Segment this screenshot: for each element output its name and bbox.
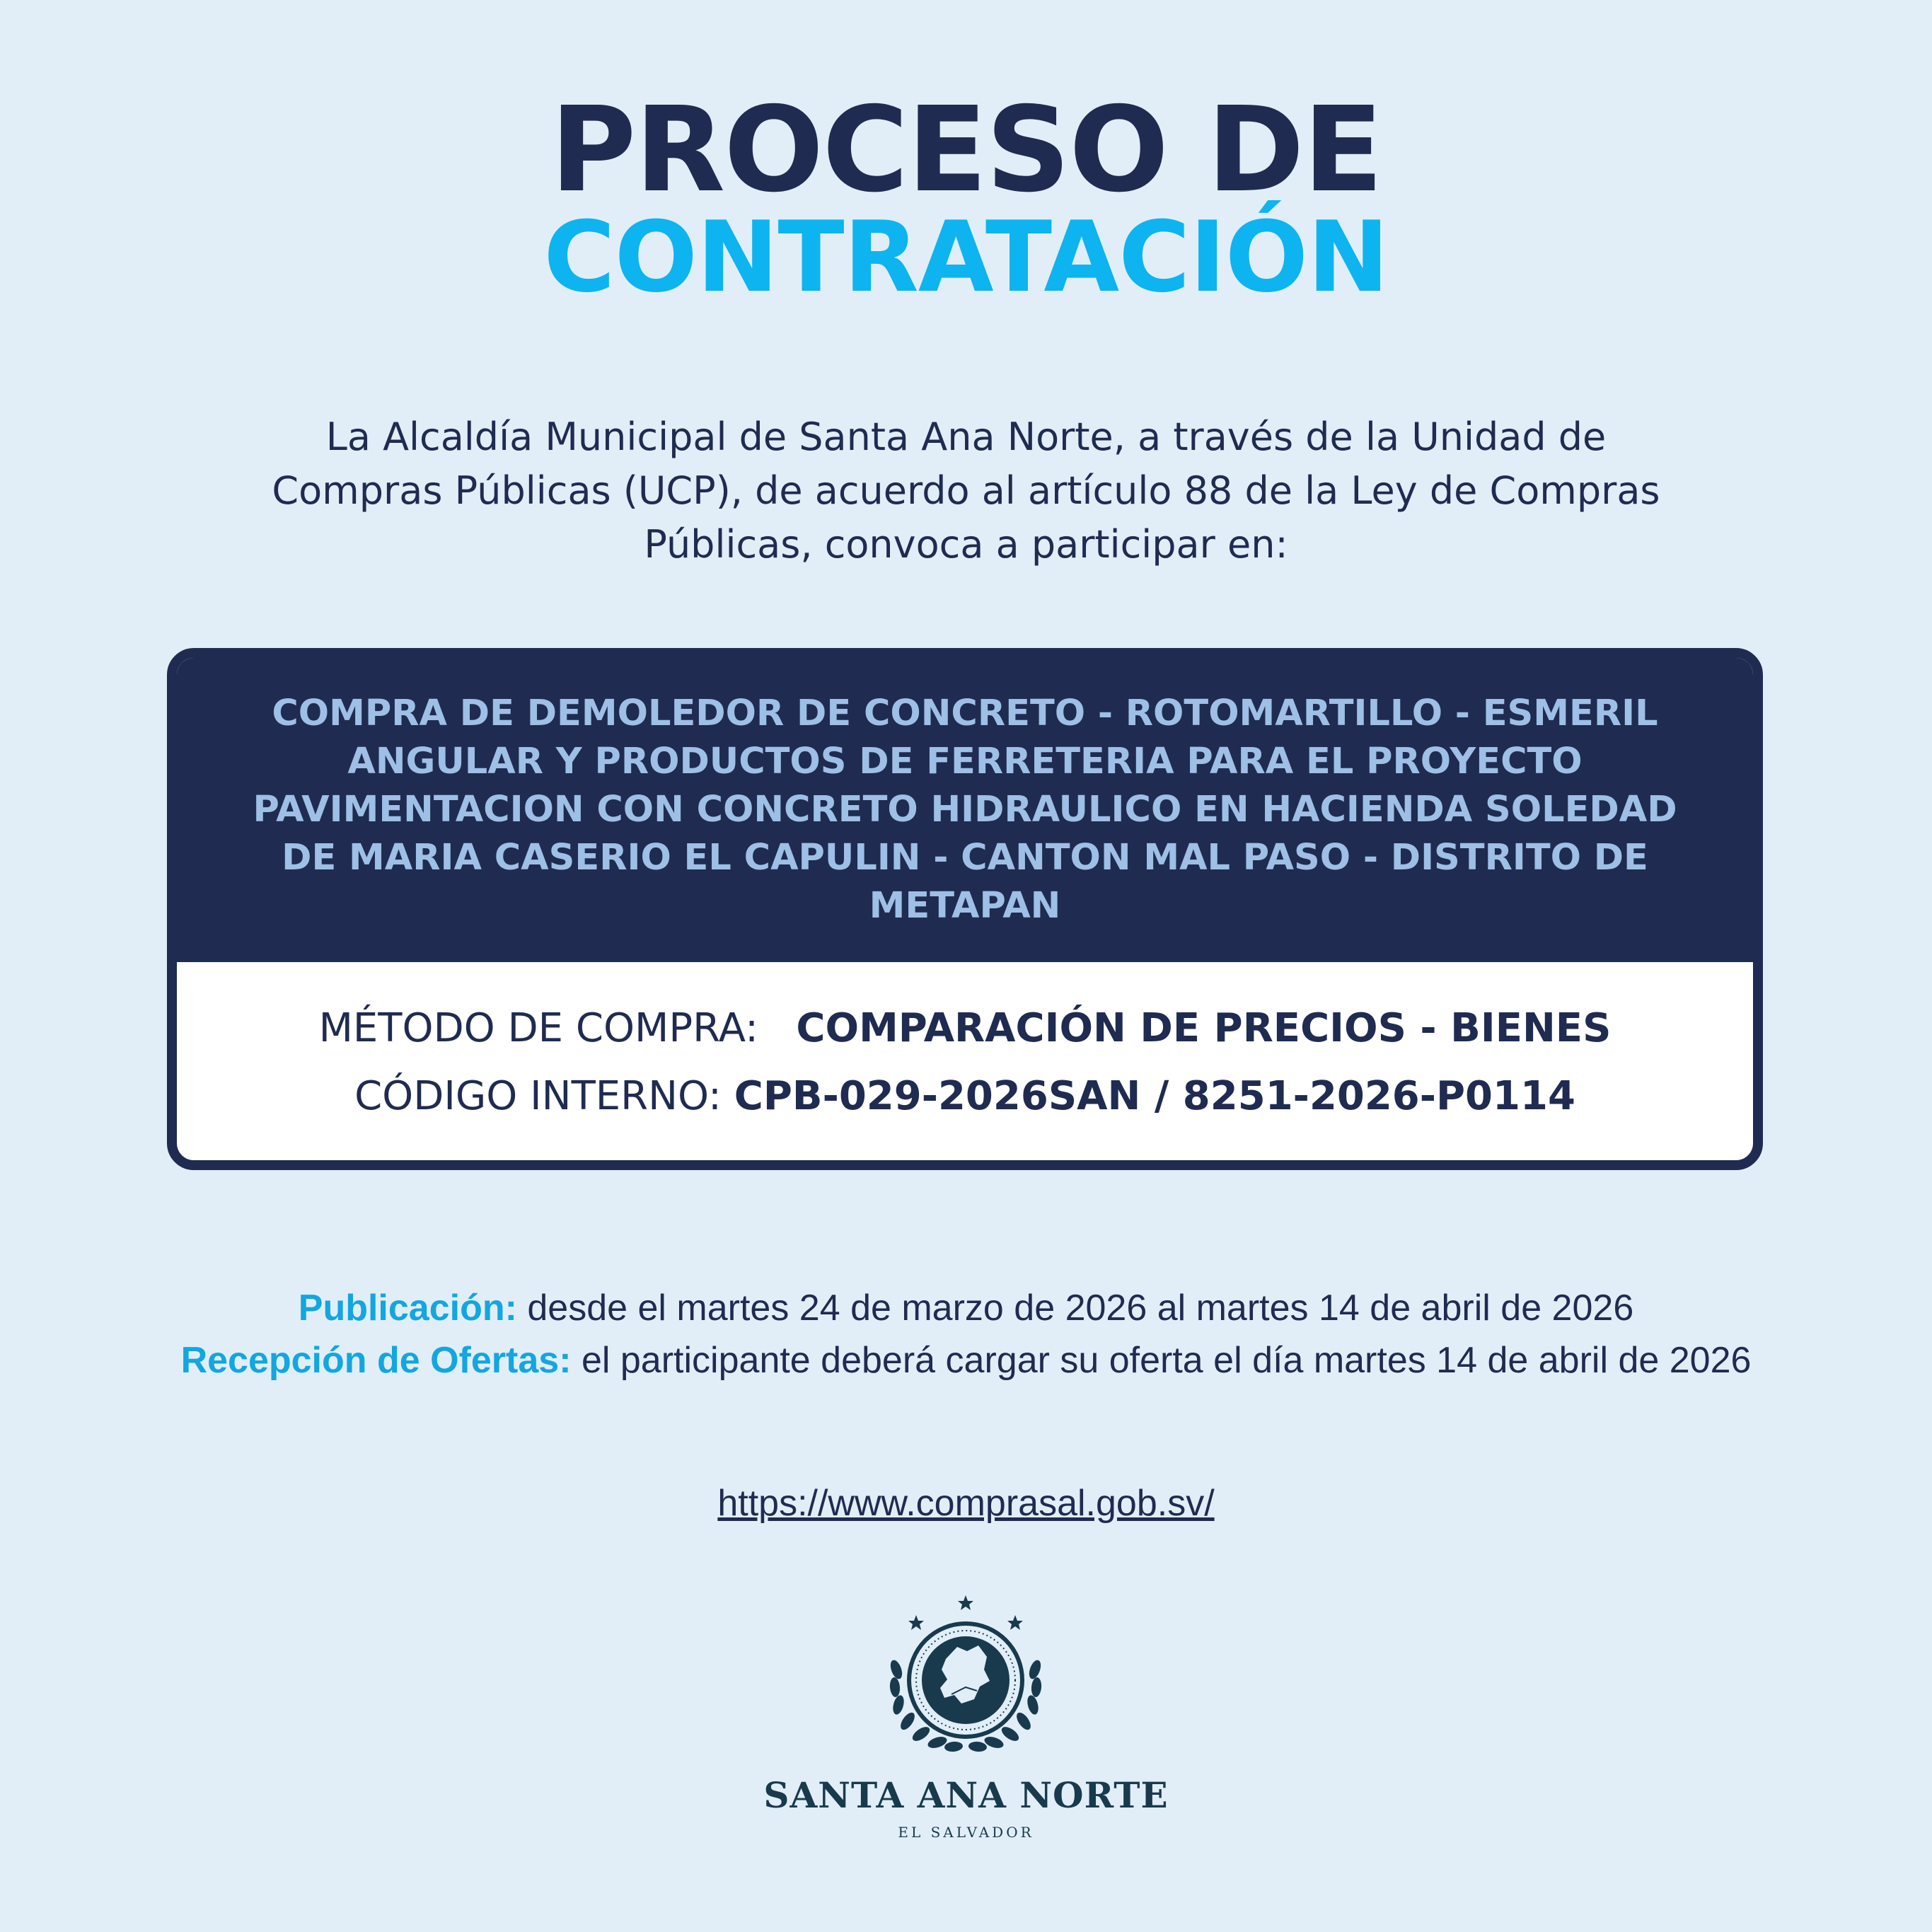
internal-code-label: CÓDIGO INTERNO: bbox=[354, 1073, 722, 1119]
purchase-method-row bbox=[177, 1005, 1753, 1051]
internal-code-value: CPB-029-2026SAN / 8251-2026-P0114 bbox=[734, 1073, 1575, 1119]
purchase-method-value: COMPARACIÓN DE PRECIOS - BIENES bbox=[796, 1005, 1612, 1051]
reception-text: el participante deberá cargar su oferta el día martes 14 de abril de 2026 bbox=[581, 1340, 1752, 1381]
url-container bbox=[0, 1482, 1932, 1525]
star-icon bbox=[1007, 1615, 1023, 1630]
page-title-line2: CONTRATACIÓN bbox=[543, 200, 1389, 314]
procurement-card bbox=[167, 648, 1763, 1170]
municipal-seal-icon bbox=[867, 1592, 1065, 1776]
internal-code-row bbox=[177, 1073, 1753, 1119]
organization-name: SANTA ANA NORTE bbox=[763, 1774, 1169, 1816]
procurement-card-header bbox=[177, 658, 1753, 962]
intro-paragraph: La Alcaldía Municipal de Santa Ana Norte, a través de la Unidad de Compras Públicas (UCP), de acuerdo al artículo 88 de la Ley de Compras Públicas, convoca a participar en: bbox=[272, 415, 1660, 567]
publication-line bbox=[0, 1282, 1932, 1334]
star-icon bbox=[908, 1615, 924, 1630]
dates-block bbox=[0, 1282, 1932, 1387]
procurement-title: COMPRA DE DEMOLEDOR DE CONCRETO - ROTOMARTILLO - ESMERIL ANGULAR Y PRODUCTOS DE FERRETERIA PARA EL PROYECTO PAVIMENTACION CON CONCRETO HIDRAULICO EN HACIENDA SOLEDAD DE MARIA CASERIO EL CAPULIN - CANTON MAL PASO - DISTRITO DE METAPAN bbox=[253, 693, 1677, 927]
reception-line bbox=[0, 1334, 1932, 1387]
publication-label: Publicación: bbox=[298, 1288, 517, 1329]
reception-label: Recepción de Ofertas: bbox=[180, 1340, 572, 1381]
comprasal-link[interactable]: https://www.comprasal.gob.sv/ bbox=[717, 1483, 1215, 1524]
page-title-line1: PROCESO DE bbox=[550, 82, 1382, 219]
star-icon bbox=[958, 1595, 973, 1610]
purchase-method-label: MÉTODO DE COMPRA: bbox=[318, 1005, 758, 1051]
publication-text: desde el martes 24 de marzo de 2026 al martes 14 de abril de 2026 bbox=[527, 1288, 1634, 1329]
organization-country: EL SALVADOR bbox=[898, 1824, 1034, 1841]
